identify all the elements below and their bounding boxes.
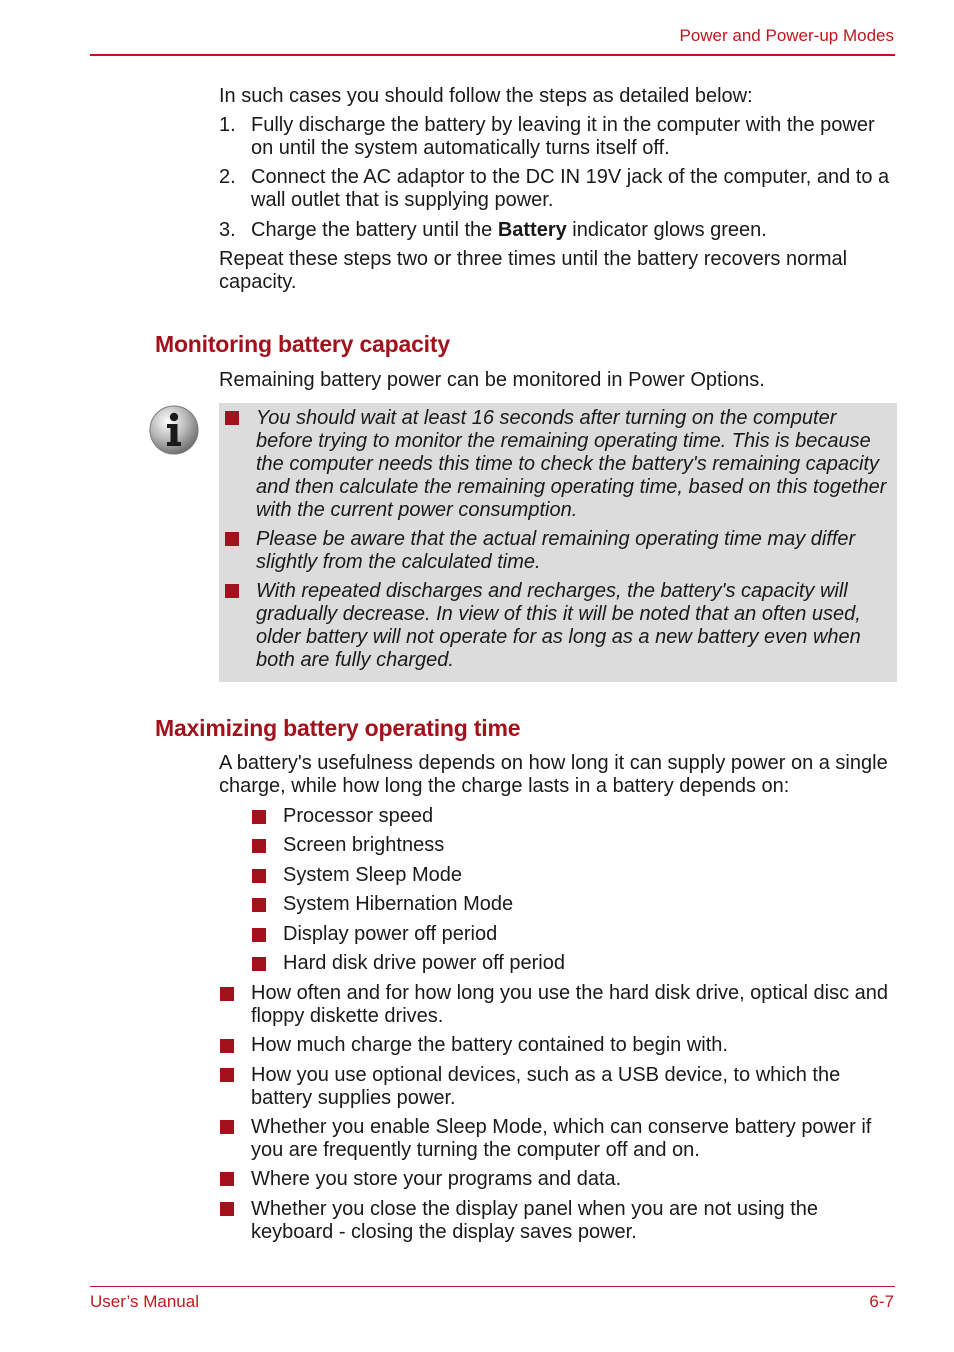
heading-monitoring: Monitoring battery capacity: [155, 331, 450, 357]
sub-list-item: System Sleep Mode: [283, 864, 462, 886]
square-bullet-icon: [225, 584, 239, 598]
info-icon: [148, 404, 200, 456]
sub-list-item: Hard disk drive power off period: [283, 952, 565, 974]
step-number: 1.: [219, 114, 236, 136]
step-number: 2.: [219, 166, 236, 188]
step-number: 3.: [219, 219, 236, 241]
sub-list-item: Display power off period: [283, 923, 498, 945]
list-item: How much charge the battery contained to begin with.: [251, 1034, 728, 1056]
square-bullet-icon: [225, 411, 239, 425]
monitoring-text: Remaining battery power can be monitored in Power Options.: [219, 369, 765, 391]
step-text: [251, 219, 899, 242]
list-item: Whether you close the display panel when you are not using the keyboard - closing the display saves power.: [251, 1198, 819, 1243]
step-text-part: indicator glows green.: [566, 219, 767, 241]
page-number: 6-7: [869, 1292, 894, 1311]
battery-indicator-label: Battery: [497, 219, 567, 241]
note-item: With repeated discharges and recharges, the battery's capacity will gradually decrease. In view of this it will be noted that an often used, older battery will not operate for as long as a new battery even when both are fully charged.: [256, 580, 861, 671]
square-bullet-icon: [220, 1172, 234, 1186]
list-item: How you use optional devices, such as a USB device, to which the battery supplies power.: [251, 1064, 841, 1109]
square-bullet-icon: [252, 898, 266, 912]
square-bullet-icon: [220, 1202, 234, 1216]
maximizing-text: A battery's usefulness depends on how long it can supply power on a single charge, while how long the charge lasts in a battery depends on:: [219, 752, 888, 797]
square-bullet-icon: [252, 839, 266, 853]
list-item: Whether you enable Sleep Mode, which can conserve battery power if you are frequently turning the computer off and on.: [251, 1116, 872, 1161]
square-bullet-icon: [220, 1120, 234, 1134]
square-bullet-icon: [252, 869, 266, 883]
sub-list-item: System Hibernation Mode: [283, 893, 514, 915]
step-text: Fully discharge the battery by leaving it in the computer with the power on until the system automatically turns itself off.: [251, 114, 875, 159]
square-bullet-icon: [225, 532, 239, 546]
square-bullet-icon: [252, 957, 266, 971]
list-item: How often and for how long you use the hard disk drive, optical disc and floppy diskette drives.: [251, 982, 889, 1027]
note-item: You should wait at least 16 seconds after turning on the computer before trying to monitor the remaining operating time. This is because the computer needs this time to check the battery's remaining capacity and then calculate the remaining operating time, based on this together with the current power consumption.: [256, 407, 887, 521]
header-rule: [90, 54, 895, 56]
footer-rule: [90, 1286, 895, 1287]
square-bullet-icon: [220, 987, 234, 1001]
square-bullet-icon: [220, 1039, 234, 1053]
footer-manual-title: User’s Manual: [90, 1292, 199, 1311]
square-bullet-icon: [252, 810, 266, 824]
square-bullet-icon: [252, 928, 266, 942]
sub-list-item: Screen brightness: [283, 834, 445, 856]
repeat-paragraph: Repeat these steps two or three times until the battery recovers normal capacity.: [219, 248, 848, 293]
running-header: Power and Power-up Modes: [679, 26, 894, 45]
list-item: Where you store your programs and data.: [251, 1168, 622, 1190]
step-text: Connect the AC adaptor to the DC IN 19V jack of the computer, and to a wall outlet that is supplying power.: [251, 166, 890, 211]
heading-maximizing: Maximizing battery operating time: [155, 715, 521, 741]
intro-lead: In such cases you should follow the steps as detailed below:: [219, 85, 753, 107]
sub-list-item: Processor speed: [283, 805, 434, 827]
square-bullet-icon: [220, 1068, 234, 1082]
step-text-part: Charge the battery until the: [251, 219, 498, 241]
note-item: Please be aware that the actual remaining operating time may differ slightly from the calculated time.: [256, 528, 856, 573]
